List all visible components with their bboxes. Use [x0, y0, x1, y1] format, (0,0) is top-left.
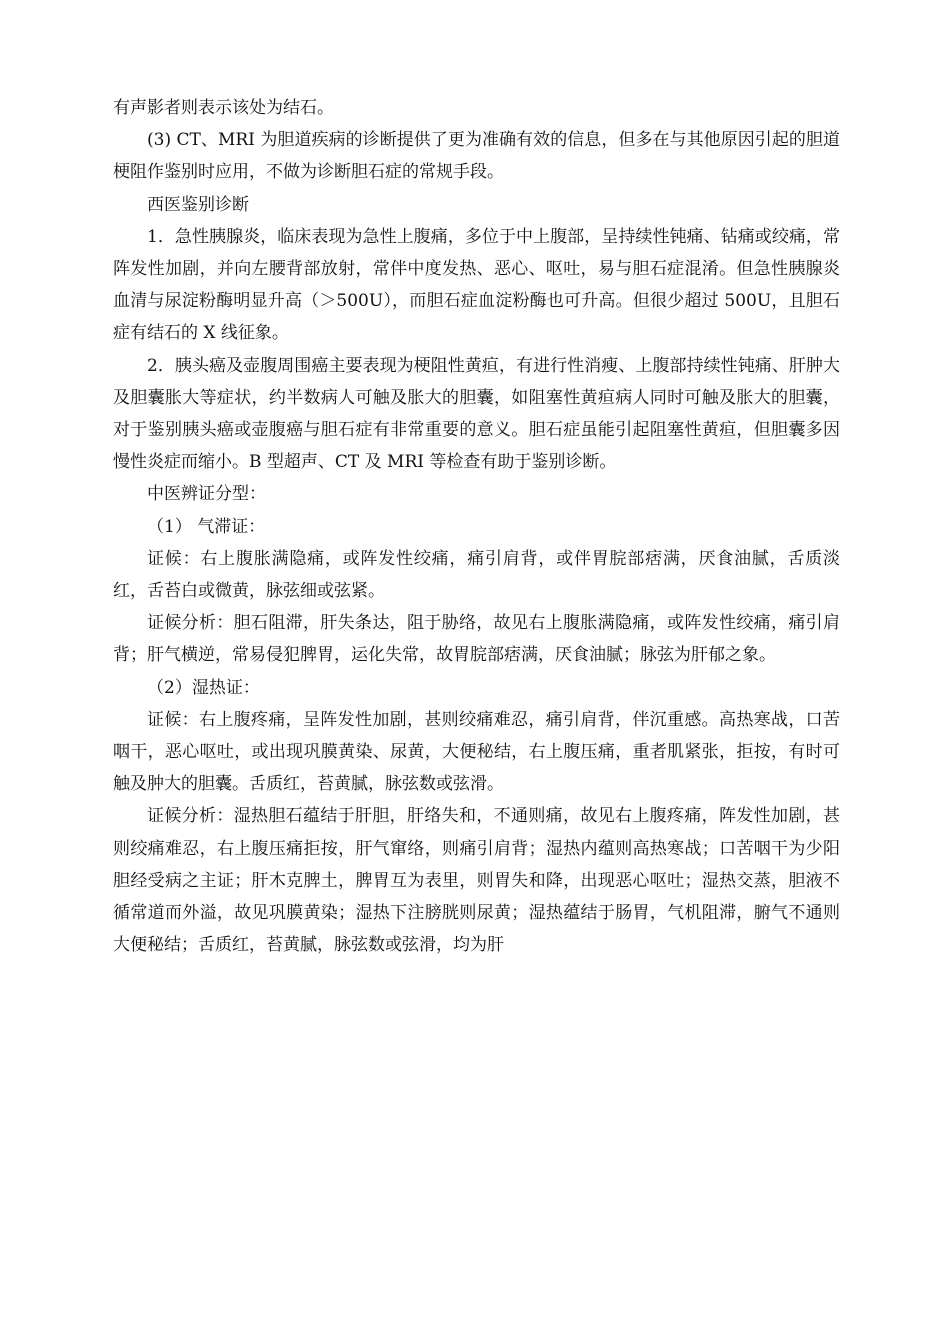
heading-qi-stagnation: （1） 气滞证：	[147, 516, 266, 537]
heading-western-differential: 西医鉴别诊断	[147, 194, 249, 215]
heading-tcm-syndromes: 中医辨证分型：	[147, 484, 266, 505]
paragraph-acute-pancreatitis: 1．急性胰腺炎，临床表现为急性上腹痛，多位于中上腹部，呈持续性钝痛、钻痛或绞痛，常阵发性加剧，并向左腰背部放射，常伴中度发热、恶心、呕吐，易与胆石症混淆。但急性胰腺炎血清与尿淀粉酶明显升高（＞500U），而胆石症血淀粉酶也可升高。但很少超过 500U，且胆石症有结石的 X 线征象。	[113, 226, 840, 344]
document-body	[113, 92, 840, 961]
paragraph-ct-mri: (3) CT、MRI 为胆道疾病的诊断提供了更为准确有效的信息，但多在与其他原因引起的胆道梗阻作鉴别时应用，不做为诊断胆石症的常规手段。	[113, 130, 840, 183]
paragraph-continuation: 有声影者则表示该处为结石。	[113, 98, 334, 118]
paragraph-damp-heat-analysis: 证候分析：湿热胆石蕴结于肝胆，肝络失和，不通则痛，故见右上腹疼痛，阵发性加剧，甚则绞痛难忍，右上腹压痛拒按，肝气窜络，则痛引肩背；湿热内蕴则高热寒战；口苦咽干为少阳胆经受病之主证；肝木克脾土，脾胃互为表里，则胃失和降，出现恶心呕吐；湿热交蒸，胆液不循常道而外溢，故见巩膜黄染；湿热下注膀胱则尿黄；湿热蕴结于肠胃，气机阻滞，腑气不通则大便秘结；舌质红，苔黄腻，脉弦数或弦滑，均为肝	[113, 806, 840, 956]
paragraph-qi-analysis: 证候分析：胆石阻滞，肝失条达，阻于胁络，故见右上腹胀满隐痛，或阵发性绞痛，痛引肩背；肝气横逆，常易侵犯脾胃，运化失常，故胃脘部痞满，厌食油腻；脉弦为肝郁之象。	[113, 613, 840, 666]
paragraph-pancreatic-head-cancer: 2．胰头癌及壶腹周围癌主要表现为梗阻性黄疸，有进行性消瘦、上腹部持续性钝痛、肝肿大及胆囊胀大等症状，约半数病人可触及胀大的胆囊，如阻塞性黄疸病人同时可触及胀大的胆囊，对于鉴别胰头癌或壶腹癌与胆石症有非常重要的意义。胆石症虽能引起阻塞性黄疸，但胆囊多因慢性炎症而缩小。B 型超声、CT 及 MRI 等检查有助于鉴别诊断。	[113, 355, 840, 473]
paragraph-damp-heat-symptoms: 证候：右上腹疼痛，呈阵发性加剧，甚则绞痛难忍，痛引肩背，伴沉重感。高热寒战，口苦咽干，恶心呕吐，或出现巩膜黄染、尿黄，大便秘结，右上腹压痛，重者肌紧张，拒按，有时可触及肿大的胆囊。舌质红，苔黄腻，脉弦数或弦滑。	[113, 709, 840, 795]
paragraph-qi-symptoms: 证候：右上腹胀满隐痛，或阵发性绞痛，痛引肩背，或伴胃脘部痞满，厌食油腻，舌质淡红，舌苔白或微黄，脉弦细或弦紧。	[113, 548, 840, 602]
heading-damp-heat: （2）湿热证：	[147, 677, 260, 698]
